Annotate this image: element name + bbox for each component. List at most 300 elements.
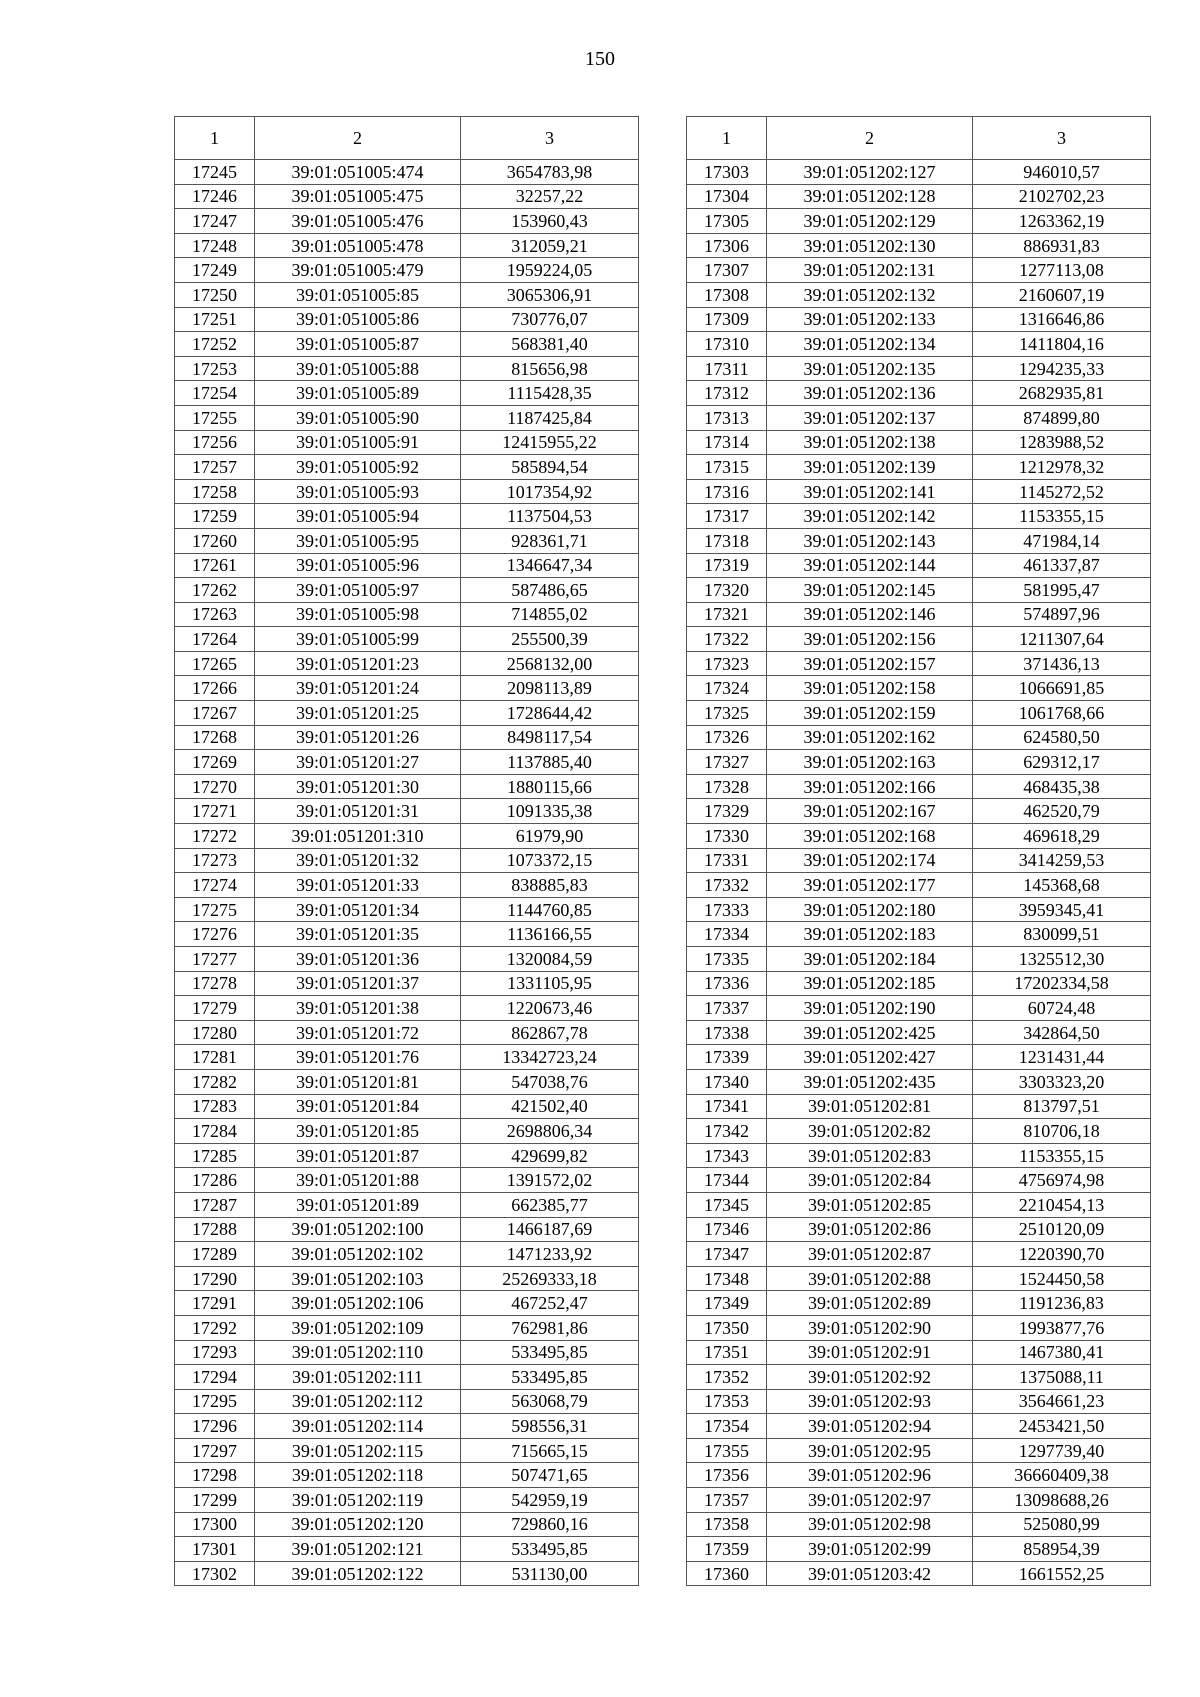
table-row — [175, 799, 639, 824]
cadastral-number-cell: 39:01:051005:85 — [255, 282, 461, 307]
row-number-cell: 17305 — [687, 209, 767, 234]
value-cell: 1220673,46 — [461, 996, 639, 1021]
table-row — [175, 209, 639, 234]
cadastral-number-cell: 39:01:051202:99 — [767, 1537, 973, 1562]
cadastral-number-cell: 39:01:051202:184 — [767, 947, 973, 972]
table-row — [687, 1143, 1151, 1168]
row-number-cell: 17326 — [687, 725, 767, 750]
cadastral-number-cell: 39:01:051202:135 — [767, 356, 973, 381]
table-row — [175, 1438, 639, 1463]
row-number-cell: 17268 — [175, 725, 255, 750]
value-cell: 312059,21 — [461, 233, 639, 258]
cadastral-number-cell: 39:01:051202:162 — [767, 725, 973, 750]
cadastral-number-cell: 39:01:051201:24 — [255, 676, 461, 701]
row-number-cell: 17285 — [175, 1143, 255, 1168]
table-row — [687, 381, 1151, 406]
value-cell: 421502,40 — [461, 1094, 639, 1119]
row-number-cell: 17266 — [175, 676, 255, 701]
cadastral-number-cell: 39:01:051202:119 — [255, 1488, 461, 1513]
header-row — [687, 117, 1151, 160]
row-number-cell: 17287 — [175, 1192, 255, 1217]
row-number-cell: 17323 — [687, 651, 767, 676]
cadastral-number-cell: 39:01:051202:131 — [767, 258, 973, 283]
cadastral-number-cell: 39:01:051201:27 — [255, 750, 461, 775]
table-row — [175, 1389, 639, 1414]
cadastral-number-cell: 39:01:051202:127 — [767, 160, 973, 185]
row-number-cell: 17303 — [687, 160, 767, 185]
row-number-cell: 17284 — [175, 1119, 255, 1144]
value-cell: 1211307,64 — [973, 627, 1151, 652]
cadastral-number-cell: 39:01:051202:144 — [767, 553, 973, 578]
cadastral-number-cell: 39:01:051202:137 — [767, 405, 973, 430]
table-row — [687, 1365, 1151, 1390]
table-row — [175, 1143, 639, 1168]
row-number-cell: 17288 — [175, 1217, 255, 1242]
value-cell: 1466187,69 — [461, 1217, 639, 1242]
value-cell: 838885,83 — [461, 873, 639, 898]
value-cell: 1073372,15 — [461, 848, 639, 873]
value-cell: 61979,90 — [461, 824, 639, 849]
cadastral-number-cell: 39:01:051202:96 — [767, 1463, 973, 1488]
row-number-cell: 17271 — [175, 799, 255, 824]
row-number-cell: 17346 — [687, 1217, 767, 1242]
row-number-cell: 17254 — [175, 381, 255, 406]
value-cell: 525080,99 — [973, 1512, 1151, 1537]
cadastral-number-cell: 39:01:051202:87 — [767, 1242, 973, 1267]
row-number-cell: 17334 — [687, 922, 767, 947]
cadastral-number-cell: 39:01:051202:143 — [767, 528, 973, 553]
cadastral-number-cell: 39:01:051202:91 — [767, 1340, 973, 1365]
row-number-cell: 17350 — [687, 1315, 767, 1340]
value-cell: 815656,98 — [461, 356, 639, 381]
table-row — [687, 160, 1151, 185]
table-row — [175, 897, 639, 922]
value-cell: 36660409,38 — [973, 1463, 1151, 1488]
value-cell: 145368,68 — [973, 873, 1151, 898]
value-cell: 1187425,84 — [461, 405, 639, 430]
left-table-body — [175, 160, 639, 1586]
table-row — [175, 1340, 639, 1365]
cadastral-number-cell: 39:01:051202:97 — [767, 1488, 973, 1513]
value-cell: 533495,85 — [461, 1340, 639, 1365]
value-cell: 1283988,52 — [973, 430, 1151, 455]
cadastral-number-cell: 39:01:051202:121 — [255, 1537, 461, 1562]
row-number-cell: 17358 — [687, 1512, 767, 1537]
value-cell: 1061768,66 — [973, 701, 1151, 726]
table-row — [175, 971, 639, 996]
cadastral-number-cell: 39:01:051202:103 — [255, 1266, 461, 1291]
row-number-cell: 17308 — [687, 282, 767, 307]
cadastral-number-cell: 39:01:051005:97 — [255, 578, 461, 603]
value-cell: 2698806,34 — [461, 1119, 639, 1144]
cadastral-number-cell: 39:01:051202:102 — [255, 1242, 461, 1267]
cadastral-number-cell: 39:01:051202:90 — [767, 1315, 973, 1340]
cadastral-number-cell: 39:01:051201:31 — [255, 799, 461, 824]
column-header-2: 2 — [255, 117, 461, 160]
cadastral-number-cell: 39:01:051005:94 — [255, 504, 461, 529]
table-row — [687, 848, 1151, 873]
cadastral-number-cell: 39:01:051202:146 — [767, 602, 973, 627]
table-row — [175, 307, 639, 332]
value-cell: 886931,83 — [973, 233, 1151, 258]
table-row — [175, 1069, 639, 1094]
value-cell: 1375088,11 — [973, 1365, 1151, 1390]
row-number-cell: 17344 — [687, 1168, 767, 1193]
table-row — [687, 455, 1151, 480]
table-row — [687, 996, 1151, 1021]
table-row — [687, 922, 1151, 947]
table-row — [175, 455, 639, 480]
table-row — [175, 922, 639, 947]
value-cell: 2510120,09 — [973, 1217, 1151, 1242]
cadastral-number-cell: 39:01:051202:130 — [767, 233, 973, 258]
table-row — [175, 1315, 639, 1340]
table-row — [687, 971, 1151, 996]
cadastral-number-cell: 39:01:051005:99 — [255, 627, 461, 652]
row-number-cell: 17347 — [687, 1242, 767, 1267]
value-cell: 1017354,92 — [461, 479, 639, 504]
table-row — [687, 1045, 1151, 1070]
cadastral-number-cell: 39:01:051202:157 — [767, 651, 973, 676]
table-row — [687, 282, 1151, 307]
row-number-cell: 17359 — [687, 1537, 767, 1562]
table-row — [687, 233, 1151, 258]
value-cell: 2160607,19 — [973, 282, 1151, 307]
cadastral-number-cell: 39:01:051202:81 — [767, 1094, 973, 1119]
row-number-cell: 17304 — [687, 184, 767, 209]
row-number-cell: 17292 — [175, 1315, 255, 1340]
value-cell: 2098113,89 — [461, 676, 639, 701]
cadastral-number-cell: 39:01:051005:475 — [255, 184, 461, 209]
cadastral-number-cell: 39:01:051005:86 — [255, 307, 461, 332]
row-number-cell: 17356 — [687, 1463, 767, 1488]
value-cell: 1277113,08 — [973, 258, 1151, 283]
cadastral-number-cell: 39:01:051201:23 — [255, 651, 461, 676]
table-row — [175, 873, 639, 898]
value-cell: 1153355,15 — [973, 1143, 1151, 1168]
row-number-cell: 17306 — [687, 233, 767, 258]
cadastral-number-cell: 39:01:051005:92 — [255, 455, 461, 480]
value-cell: 1066691,85 — [973, 676, 1151, 701]
value-cell: 462520,79 — [973, 799, 1151, 824]
cadastral-number-cell: 39:01:051201:76 — [255, 1045, 461, 1070]
table-row — [175, 479, 639, 504]
table-row — [687, 578, 1151, 603]
cadastral-number-cell: 39:01:051202:174 — [767, 848, 973, 873]
cadastral-number-cell: 39:01:051202:138 — [767, 430, 973, 455]
column-header-3: 3 — [973, 117, 1151, 160]
table-row — [175, 1365, 639, 1390]
value-cell: 469618,29 — [973, 824, 1151, 849]
table-row — [175, 528, 639, 553]
value-cell: 1153355,15 — [973, 504, 1151, 529]
value-cell: 714855,02 — [461, 602, 639, 627]
row-number-cell: 17259 — [175, 504, 255, 529]
row-number-cell: 17263 — [175, 602, 255, 627]
cadastral-number-cell: 39:01:051005:91 — [255, 430, 461, 455]
value-cell: 874899,80 — [973, 405, 1151, 430]
value-cell: 715665,15 — [461, 1438, 639, 1463]
column-header-2: 2 — [767, 117, 973, 160]
table-row — [687, 799, 1151, 824]
cadastral-number-cell: 39:01:051005:98 — [255, 602, 461, 627]
value-cell: 467252,47 — [461, 1291, 639, 1316]
cadastral-number-cell: 39:01:051203:42 — [767, 1561, 973, 1586]
value-cell: 813797,51 — [973, 1094, 1151, 1119]
value-cell: 1115428,35 — [461, 381, 639, 406]
cadastral-number-cell: 39:01:051202:100 — [255, 1217, 461, 1242]
value-cell: 531130,00 — [461, 1561, 639, 1586]
row-number-cell: 17275 — [175, 897, 255, 922]
table-row — [687, 651, 1151, 676]
row-number-cell: 17264 — [175, 627, 255, 652]
table-row — [687, 1192, 1151, 1217]
value-cell: 563068,79 — [461, 1389, 639, 1414]
row-number-cell: 17314 — [687, 430, 767, 455]
table-row — [687, 676, 1151, 701]
row-number-cell: 17291 — [175, 1291, 255, 1316]
value-cell: 1524450,58 — [973, 1266, 1151, 1291]
cadastral-number-cell: 39:01:051202:112 — [255, 1389, 461, 1414]
table-row — [175, 1094, 639, 1119]
row-number-cell: 17301 — [175, 1537, 255, 1562]
cadastral-number-cell: 39:01:051202:111 — [255, 1365, 461, 1390]
cadastral-number-cell: 39:01:051202:134 — [767, 332, 973, 357]
cadastral-number-cell: 39:01:051201:88 — [255, 1168, 461, 1193]
row-number-cell: 17341 — [687, 1094, 767, 1119]
cadastral-number-cell: 39:01:051202:427 — [767, 1045, 973, 1070]
value-cell: 1411804,16 — [973, 332, 1151, 357]
cadastral-number-cell: 39:01:051005:89 — [255, 381, 461, 406]
row-number-cell: 17281 — [175, 1045, 255, 1070]
cadastral-number-cell: 39:01:051202:185 — [767, 971, 973, 996]
row-number-cell: 17286 — [175, 1168, 255, 1193]
cadastral-number-cell: 39:01:051201:35 — [255, 922, 461, 947]
cadastral-number-cell: 39:01:051005:87 — [255, 332, 461, 357]
table-row — [687, 184, 1151, 209]
value-cell: 342864,50 — [973, 1020, 1151, 1045]
table-row — [687, 209, 1151, 234]
cadastral-number-cell: 39:01:051201:38 — [255, 996, 461, 1021]
row-number-cell: 17256 — [175, 430, 255, 455]
cadastral-number-cell: 39:01:051202:110 — [255, 1340, 461, 1365]
cadastral-number-cell: 39:01:051202:92 — [767, 1365, 973, 1390]
cadastral-number-cell: 39:01:051005:95 — [255, 528, 461, 553]
row-number-cell: 17267 — [175, 701, 255, 726]
value-cell: 1263362,19 — [973, 209, 1151, 234]
cadastral-number-cell: 39:01:051005:474 — [255, 160, 461, 185]
value-cell: 3303323,20 — [973, 1069, 1151, 1094]
column-header-1: 1 — [687, 117, 767, 160]
row-number-cell: 17351 — [687, 1340, 767, 1365]
table-row — [175, 504, 639, 529]
value-cell: 928361,71 — [461, 528, 639, 553]
cadastral-number-cell: 39:01:051202:159 — [767, 701, 973, 726]
row-number-cell: 17342 — [687, 1119, 767, 1144]
value-cell: 1145272,52 — [973, 479, 1151, 504]
table-row — [687, 725, 1151, 750]
table-row — [175, 725, 639, 750]
cadastral-number-cell: 39:01:051202:129 — [767, 209, 973, 234]
table-row — [687, 1315, 1151, 1340]
table-row — [175, 750, 639, 775]
table-row — [687, 504, 1151, 529]
table-row — [687, 1340, 1151, 1365]
cadastral-number-cell: 39:01:051201:30 — [255, 774, 461, 799]
row-number-cell: 17312 — [687, 381, 767, 406]
row-number-cell: 17338 — [687, 1020, 767, 1045]
value-cell: 13342723,24 — [461, 1045, 639, 1070]
row-number-cell: 17276 — [175, 922, 255, 947]
value-cell: 1297739,40 — [973, 1438, 1151, 1463]
row-number-cell: 17247 — [175, 209, 255, 234]
cadastral-number-cell: 39:01:051005:93 — [255, 479, 461, 504]
column-header-1: 1 — [175, 117, 255, 160]
value-cell: 862867,78 — [461, 1020, 639, 1045]
table-row — [175, 996, 639, 1021]
cadastral-number-cell: 39:01:051201:37 — [255, 971, 461, 996]
row-number-cell: 17265 — [175, 651, 255, 676]
table-row — [687, 258, 1151, 283]
cadastral-number-cell: 39:01:051202:85 — [767, 1192, 973, 1217]
value-cell: 255500,39 — [461, 627, 639, 652]
row-number-cell: 17325 — [687, 701, 767, 726]
table-row — [687, 1168, 1151, 1193]
value-cell: 585894,54 — [461, 455, 639, 480]
table-row — [687, 947, 1151, 972]
table-row — [175, 701, 639, 726]
value-cell: 629312,17 — [973, 750, 1151, 775]
cadastral-number-cell: 39:01:051202:168 — [767, 824, 973, 849]
table-row — [175, 627, 639, 652]
table-row — [687, 873, 1151, 898]
value-cell: 3564661,23 — [973, 1389, 1151, 1414]
value-cell: 1220390,70 — [973, 1242, 1151, 1267]
table-row — [687, 897, 1151, 922]
table-row — [175, 1217, 639, 1242]
value-cell: 1191236,83 — [973, 1291, 1151, 1316]
cadastral-number-cell: 39:01:051202:128 — [767, 184, 973, 209]
value-cell: 12415955,22 — [461, 430, 639, 455]
value-cell: 2102702,23 — [973, 184, 1151, 209]
value-cell: 1467380,41 — [973, 1340, 1151, 1365]
value-cell: 1320084,59 — [461, 947, 639, 972]
table-row — [175, 405, 639, 430]
row-number-cell: 17298 — [175, 1463, 255, 1488]
value-cell: 468435,38 — [973, 774, 1151, 799]
row-number-cell: 17258 — [175, 479, 255, 504]
table-row — [687, 701, 1151, 726]
row-number-cell: 17278 — [175, 971, 255, 996]
value-cell: 1137504,53 — [461, 504, 639, 529]
cadastral-number-cell: 39:01:051201:72 — [255, 1020, 461, 1045]
value-cell: 810706,18 — [973, 1119, 1151, 1144]
value-cell: 762981,86 — [461, 1315, 639, 1340]
value-cell: 1471233,92 — [461, 1242, 639, 1267]
row-number-cell: 17277 — [175, 947, 255, 972]
table-row — [687, 1414, 1151, 1439]
row-number-cell: 17331 — [687, 848, 767, 873]
cadastral-number-cell: 39:01:051202:136 — [767, 381, 973, 406]
table-row — [687, 430, 1151, 455]
table-row — [175, 947, 639, 972]
left-table — [174, 116, 639, 1586]
value-cell: 624580,50 — [973, 725, 1151, 750]
table-row — [175, 774, 639, 799]
table-row — [175, 160, 639, 185]
cadastral-number-cell: 39:01:051202:166 — [767, 774, 973, 799]
row-number-cell: 17332 — [687, 873, 767, 898]
cadastral-number-cell: 39:01:051202:115 — [255, 1438, 461, 1463]
row-number-cell: 17319 — [687, 553, 767, 578]
table-row — [687, 1094, 1151, 1119]
row-number-cell: 17253 — [175, 356, 255, 381]
value-cell: 60724,48 — [973, 996, 1151, 1021]
table-row — [687, 1291, 1151, 1316]
value-cell: 507471,65 — [461, 1463, 639, 1488]
value-cell: 13098688,26 — [973, 1488, 1151, 1513]
cadastral-number-cell: 39:01:051202:163 — [767, 750, 973, 775]
row-number-cell: 17294 — [175, 1365, 255, 1390]
table-row — [687, 1561, 1151, 1586]
table-row — [175, 848, 639, 873]
cadastral-number-cell: 39:01:051201:33 — [255, 873, 461, 898]
value-cell: 729860,16 — [461, 1512, 639, 1537]
table-row — [175, 381, 639, 406]
row-number-cell: 17339 — [687, 1045, 767, 1070]
cadastral-number-cell: 39:01:051202:183 — [767, 922, 973, 947]
value-cell: 730776,07 — [461, 307, 639, 332]
cadastral-number-cell: 39:01:051201:310 — [255, 824, 461, 849]
cadastral-number-cell: 39:01:051202:82 — [767, 1119, 973, 1144]
row-number-cell: 17329 — [687, 799, 767, 824]
cadastral-number-cell: 39:01:051201:36 — [255, 947, 461, 972]
table-row — [175, 1463, 639, 1488]
row-number-cell: 17252 — [175, 332, 255, 357]
table-row — [687, 1119, 1151, 1144]
header-row — [175, 117, 639, 160]
value-cell: 1231431,44 — [973, 1045, 1151, 1070]
cadastral-number-cell: 39:01:051202:190 — [767, 996, 973, 1021]
table-row — [687, 307, 1151, 332]
row-number-cell: 17328 — [687, 774, 767, 799]
value-cell: 1346647,34 — [461, 553, 639, 578]
value-cell: 1661552,25 — [973, 1561, 1151, 1586]
row-number-cell: 17345 — [687, 1192, 767, 1217]
cadastral-number-cell: 39:01:051201:84 — [255, 1094, 461, 1119]
cadastral-number-cell: 39:01:051202:177 — [767, 873, 973, 898]
cadastral-number-cell: 39:01:051202:95 — [767, 1438, 973, 1463]
value-cell: 1316646,86 — [973, 307, 1151, 332]
cadastral-number-cell: 39:01:051202:139 — [767, 455, 973, 480]
row-number-cell: 17352 — [687, 1365, 767, 1390]
cadastral-number-cell: 39:01:051005:88 — [255, 356, 461, 381]
cadastral-number-cell: 39:01:051201:25 — [255, 701, 461, 726]
row-number-cell: 17317 — [687, 504, 767, 529]
row-number-cell: 17295 — [175, 1389, 255, 1414]
value-cell: 2210454,13 — [973, 1192, 1151, 1217]
page-number: 150 — [585, 48, 615, 70]
row-number-cell: 17293 — [175, 1340, 255, 1365]
table-row — [687, 1020, 1151, 1045]
value-cell: 1325512,30 — [973, 947, 1151, 972]
row-number-cell: 17297 — [175, 1438, 255, 1463]
value-cell: 662385,77 — [461, 1192, 639, 1217]
value-cell: 3414259,53 — [973, 848, 1151, 873]
value-cell: 542959,19 — [461, 1488, 639, 1513]
cadastral-number-cell: 39:01:051202:435 — [767, 1069, 973, 1094]
table-row — [687, 750, 1151, 775]
